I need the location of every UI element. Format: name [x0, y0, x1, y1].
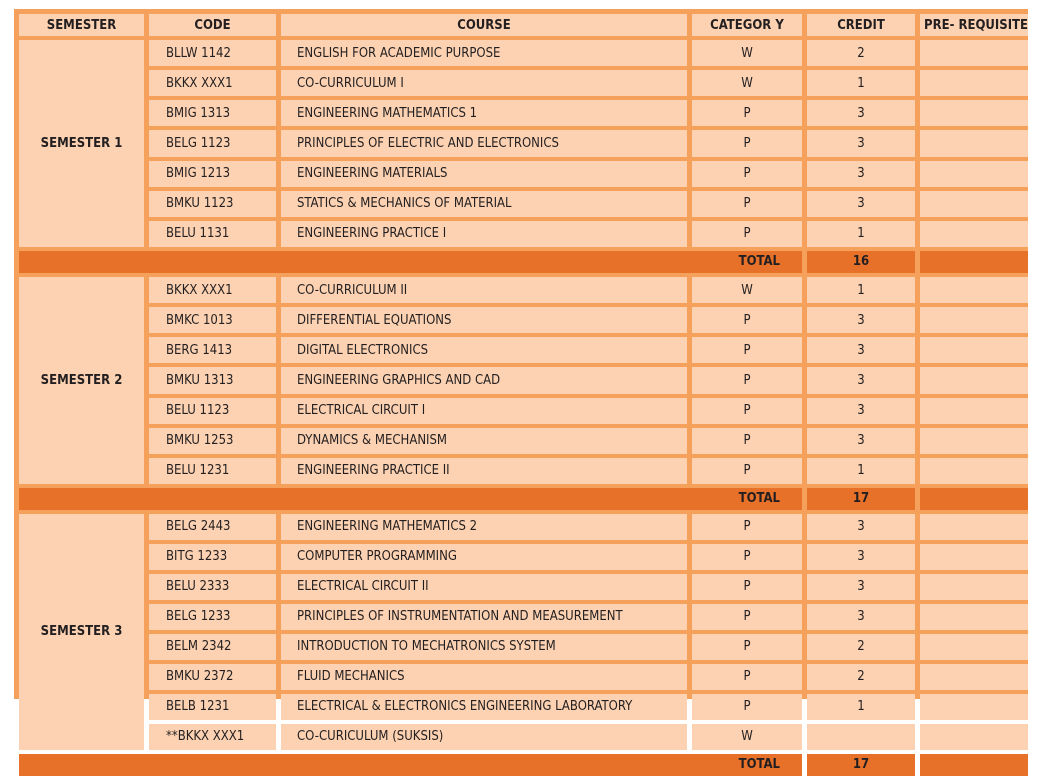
- course-credit: 3: [807, 604, 915, 630]
- semester-2-label: SEMESTER 2: [19, 277, 144, 484]
- course-credit: 3: [807, 544, 915, 570]
- course-prerequisite: [920, 634, 1028, 660]
- course-prerequisite: [920, 694, 1028, 720]
- course-category: W: [692, 70, 802, 96]
- course-credit: 3: [807, 574, 915, 600]
- course-credit: 3: [807, 100, 915, 126]
- course-category: P: [692, 221, 802, 247]
- course-code: BLLW 1142: [149, 40, 276, 66]
- course-prerequisite: [920, 458, 1028, 484]
- course-code: BELG 2443: [149, 514, 276, 540]
- course-category: P: [692, 574, 802, 600]
- course-code: BMIG 1213: [149, 161, 276, 187]
- course-code: BMKU 2372: [149, 664, 276, 690]
- course-name: DYNAMICS & MECHANISM: [281, 428, 687, 454]
- course-prerequisite: [920, 367, 1028, 393]
- course-category: P: [692, 514, 802, 540]
- course-credit: 2: [807, 664, 915, 690]
- semester-1-label: SEMESTER 1: [19, 40, 144, 247]
- semester-3-total-credit: 17: [807, 754, 915, 776]
- course-category: W: [692, 40, 802, 66]
- course-credit: 3: [807, 367, 915, 393]
- semester-2-total-label: TOTAL: [19, 488, 802, 510]
- course-credit: 3: [807, 161, 915, 187]
- course-name: ENGINEERING MATERIALS: [281, 161, 687, 187]
- course-code: BELU 1231: [149, 458, 276, 484]
- header-code: CODE: [149, 14, 276, 36]
- course-name: ENGINEERING PRACTICE II: [281, 458, 687, 484]
- course-credit: 3: [807, 337, 915, 363]
- course-prerequisite: [920, 428, 1028, 454]
- course-name: PRINCIPLES OF INSTRUMENTATION AND MEASUREMENT: [281, 604, 687, 630]
- semester-1-total-credit: 16: [807, 251, 915, 273]
- course-category: P: [692, 604, 802, 630]
- semester-2-total-prerequisite: [920, 488, 1028, 510]
- course-name: INTRODUCTION TO MECHATRONICS SYSTEM: [281, 634, 687, 660]
- course-category: P: [692, 694, 802, 720]
- course-prerequisite: [920, 221, 1028, 247]
- course-prerequisite: [920, 574, 1028, 600]
- course-code: BMKU 1123: [149, 191, 276, 217]
- course-credit: 1: [807, 221, 915, 247]
- semester-2-total-credit: 17: [807, 488, 915, 510]
- course-name: DIGITAL ELECTRONICS: [281, 337, 687, 363]
- course-credit: 1: [807, 694, 915, 720]
- course-prerequisite: [920, 40, 1028, 66]
- course-prerequisite: [920, 544, 1028, 570]
- course-name: PRINCIPLES OF ELECTRIC AND ELECTRONICS: [281, 130, 687, 156]
- course-name: DIFFERENTIAL EQUATIONS: [281, 307, 687, 333]
- course-prerequisite: [920, 161, 1028, 187]
- course-category: P: [692, 634, 802, 660]
- course-name: ENGLISH FOR ACADEMIC PURPOSE: [281, 40, 687, 66]
- course-prerequisite: [920, 307, 1028, 333]
- course-credit: 2: [807, 634, 915, 660]
- course-category: P: [692, 337, 802, 363]
- course-code: BMKU 1253: [149, 428, 276, 454]
- course-category: P: [692, 130, 802, 156]
- semester-1-total-label: TOTAL: [19, 251, 802, 273]
- course-prerequisite: [920, 130, 1028, 156]
- course-code: **BKKX XXX1: [149, 724, 276, 750]
- course-category: P: [692, 458, 802, 484]
- course-prerequisite: [920, 604, 1028, 630]
- course-code: BMKC 1013: [149, 307, 276, 333]
- course-category: P: [692, 161, 802, 187]
- course-credit: 3: [807, 428, 915, 454]
- semester-3-total-prerequisite: [920, 754, 1028, 776]
- course-code: BELG 1233: [149, 604, 276, 630]
- course-name: FLUID MECHANICS: [281, 664, 687, 690]
- semester-3-label: SEMESTER 3: [19, 514, 144, 750]
- course-code: BELM 2342: [149, 634, 276, 660]
- course-prerequisite: [920, 337, 1028, 363]
- course-credit: 3: [807, 398, 915, 424]
- course-name: ENGINEERING PRACTICE I: [281, 221, 687, 247]
- course-prerequisite: [920, 664, 1028, 690]
- course-name: CO-CURRICULUM I: [281, 70, 687, 96]
- course-code: BKKX XXX1: [149, 70, 276, 96]
- course-credit: 1: [807, 458, 915, 484]
- course-name: ELECTRICAL & ELECTRONICS ENGINEERING LABORATORY: [281, 694, 687, 720]
- course-prerequisite: [920, 100, 1028, 126]
- course-credit: 2: [807, 40, 915, 66]
- course-code: BELU 2333: [149, 574, 276, 600]
- course-name: COMPUTER PROGRAMMING: [281, 544, 687, 570]
- course-name: ELECTRICAL CIRCUIT I: [281, 398, 687, 424]
- course-category: P: [692, 367, 802, 393]
- course-name: ENGINEERING GRAPHICS AND CAD: [281, 367, 687, 393]
- course-category: P: [692, 664, 802, 690]
- course-prerequisite: [920, 514, 1028, 540]
- course-category: P: [692, 428, 802, 454]
- course-category: P: [692, 544, 802, 570]
- course-credit: [807, 724, 915, 750]
- course-name: ELECTRICAL CIRCUIT II: [281, 574, 687, 600]
- course-code: BELU 1131: [149, 221, 276, 247]
- course-category: W: [692, 277, 802, 303]
- course-credit: 1: [807, 277, 915, 303]
- course-category: W: [692, 724, 802, 750]
- course-credit: 3: [807, 130, 915, 156]
- course-prerequisite: [920, 70, 1028, 96]
- semester-1-total-prerequisite: [920, 251, 1028, 273]
- course-table-frame: [14, 9, 1028, 773]
- course-code: BELB 1231: [149, 694, 276, 720]
- header-prerequisite: PRE- REQUISITE: [920, 14, 1028, 36]
- course-category: P: [692, 191, 802, 217]
- course-name: ENGINEERING MATHEMATICS 2: [281, 514, 687, 540]
- course-prerequisite: [920, 398, 1028, 424]
- course-credit: 3: [807, 191, 915, 217]
- course-prerequisite: [920, 277, 1028, 303]
- course-name: CO-CURRICULUM II: [281, 277, 687, 303]
- course-prerequisite: [920, 724, 1028, 750]
- course-code: BITG 1233: [149, 544, 276, 570]
- course-prerequisite: [920, 191, 1028, 217]
- header-category: CATEGOR Y: [692, 14, 802, 36]
- header-credit: CREDIT: [807, 14, 915, 36]
- course-code: BELG 1123: [149, 130, 276, 156]
- course-name: STATICS & MECHANICS OF MATERIAL: [281, 191, 687, 217]
- course-name: ENGINEERING MATHEMATICS 1: [281, 100, 687, 126]
- course-category: P: [692, 398, 802, 424]
- course-code: BMKU 1313: [149, 367, 276, 393]
- course-credit: 3: [807, 514, 915, 540]
- course-table: [19, 14, 1028, 773]
- course-category: P: [692, 100, 802, 126]
- course-code: BMIG 1313: [149, 100, 276, 126]
- semester-3-total-label: TOTAL: [19, 754, 802, 776]
- course-code: BKKX XXX1: [149, 277, 276, 303]
- course-category: P: [692, 307, 802, 333]
- course-credit: 3: [807, 307, 915, 333]
- course-name: CO-CURICULUM (SUKSIS): [281, 724, 687, 750]
- header-course: COURSE: [281, 14, 687, 36]
- course-credit: 1: [807, 70, 915, 96]
- course-code: BERG 1413: [149, 337, 276, 363]
- course-code: BELU 1123: [149, 398, 276, 424]
- header-semester: SEMESTER: [19, 14, 144, 36]
